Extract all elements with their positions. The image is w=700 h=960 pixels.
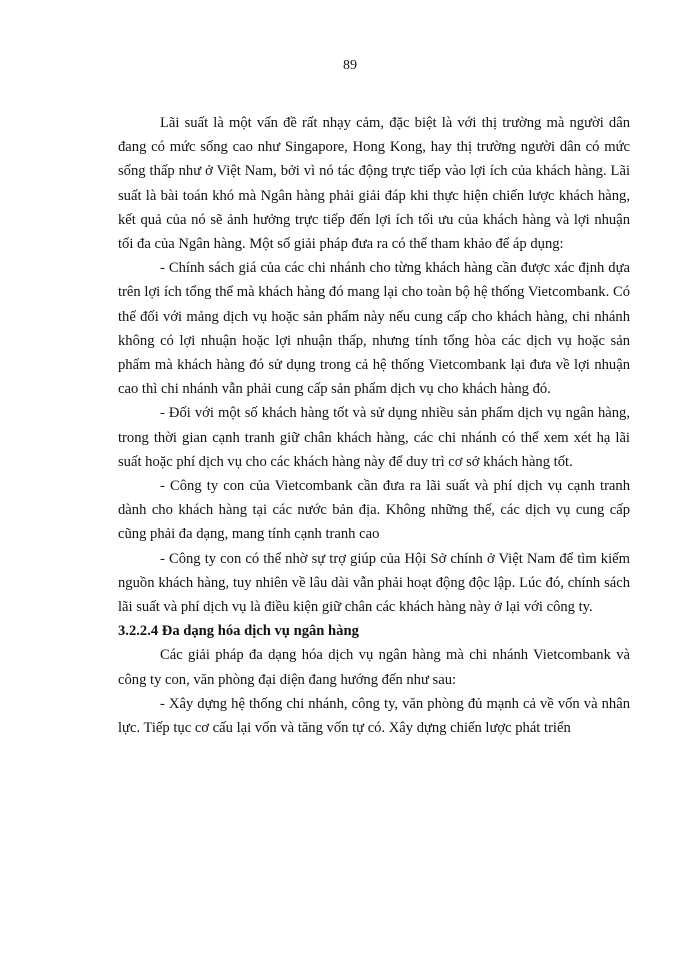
paragraph-build-network: - Xây dựng hệ thống chi nhánh, công ty, văn phòng đủ mạnh cả về vốn và nhân lực. Tiếp tục cơ cấu lại vốn và tăng vốn tự có. Xây dựng chiến lược phát triển	[118, 695, 630, 737]
paragraph-good-customers: - Đối với một số khách hàng tốt và sử dụng nhiều sản phẩm dịch vụ ngân hàng, trong thời gian cạnh tranh giữ chân khách hàng, các chi nhánh có thể xem xét hạ lãi suất hoặc phí dịch vụ cho các khách hàng này để duy trì cơ sở khách hàng tốt.	[118, 405, 630, 470]
paragraph-subsidiary-head-office-support: - Công ty con có thể nhờ sự trợ giúp của Hội Sở chính ở Việt Nam để tìm kiếm nguồn khách hàng, tuy nhiên về lâu dài vẫn phải hoạt động độc lập. Lúc đó, chính sách lãi suất và phí dịch vụ là điều kiện giữ chân các khách hàng này ở lại với công ty.	[118, 550, 630, 616]
section-heading: 3.2.2.4 Đa dạng hóa dịch vụ ngân hàng	[118, 623, 359, 640]
paragraph-diversification-intro: Các giải pháp đa dạng hóa dịch vụ ngân hàng mà chi nhánh Vietcombank và công ty con, văn phòng đại diện đang hướng đến như sau:	[118, 647, 630, 688]
page-body	[118, 111, 630, 740]
paragraph-branch-pricing-policy: - Chính sách giá của các chi nhánh cho từng khách hàng cần được xác định dựa trên lợi ích tổng thể mà khách hàng đó mang lại cho toàn bộ hệ thống Vietcombank. Có thể đối với mảng dịch vụ hoặc sản phẩm này nếu cung cấp cho khách hàng, chi nhánh không có lợi nhuận hoặc lợi nhuận thấp, nhưng tính tổng hòa các dịch vụ hoặc sản phẩm mà khách hàng đó sử dụng trong cả hệ thống Vietcombank lại đưa về lợi nhuận cao thì chi nhánh vẫn phải cung cấp sản phẩm dịch vụ cho khách hàng đó.	[118, 260, 630, 398]
paragraph-interest-rate-intro: Lãi suất là một vấn đề rất nhạy cảm, đặc biệt là với thị trường mà người dân đang có mức sống cao như Singapore, Hong Kong, hay thị trường người dân có mức sống thấp như ở Việt Nam, bởi vì nó tác động trực tiếp vào lợi ích của khách hàng. Lãi suất là bài toán khó mà Ngân hàng phải giải đáp khi thực hiện chiến lược khách hàng, kết quả của nó sẽ ảnh hưởng trực tiếp đến lợi ích tối ưu của khách hàng và lợi nhuận tối đa của Ngân hàng. Một số giải pháp đưa ra có thể tham khảo để áp dụng:	[118, 115, 630, 253]
paragraph-subsidiary-competitive-rates: - Công ty con của Vietcombank cần đưa ra lãi suất và phí dịch vụ cạnh tranh dành cho khách hàng tại các nước bản địa. Không những thế, các dịch vụ cung cấp cũng phải đa dạng, mang tính cạnh tranh cao	[118, 478, 630, 543]
page-number: 89	[343, 58, 357, 73]
